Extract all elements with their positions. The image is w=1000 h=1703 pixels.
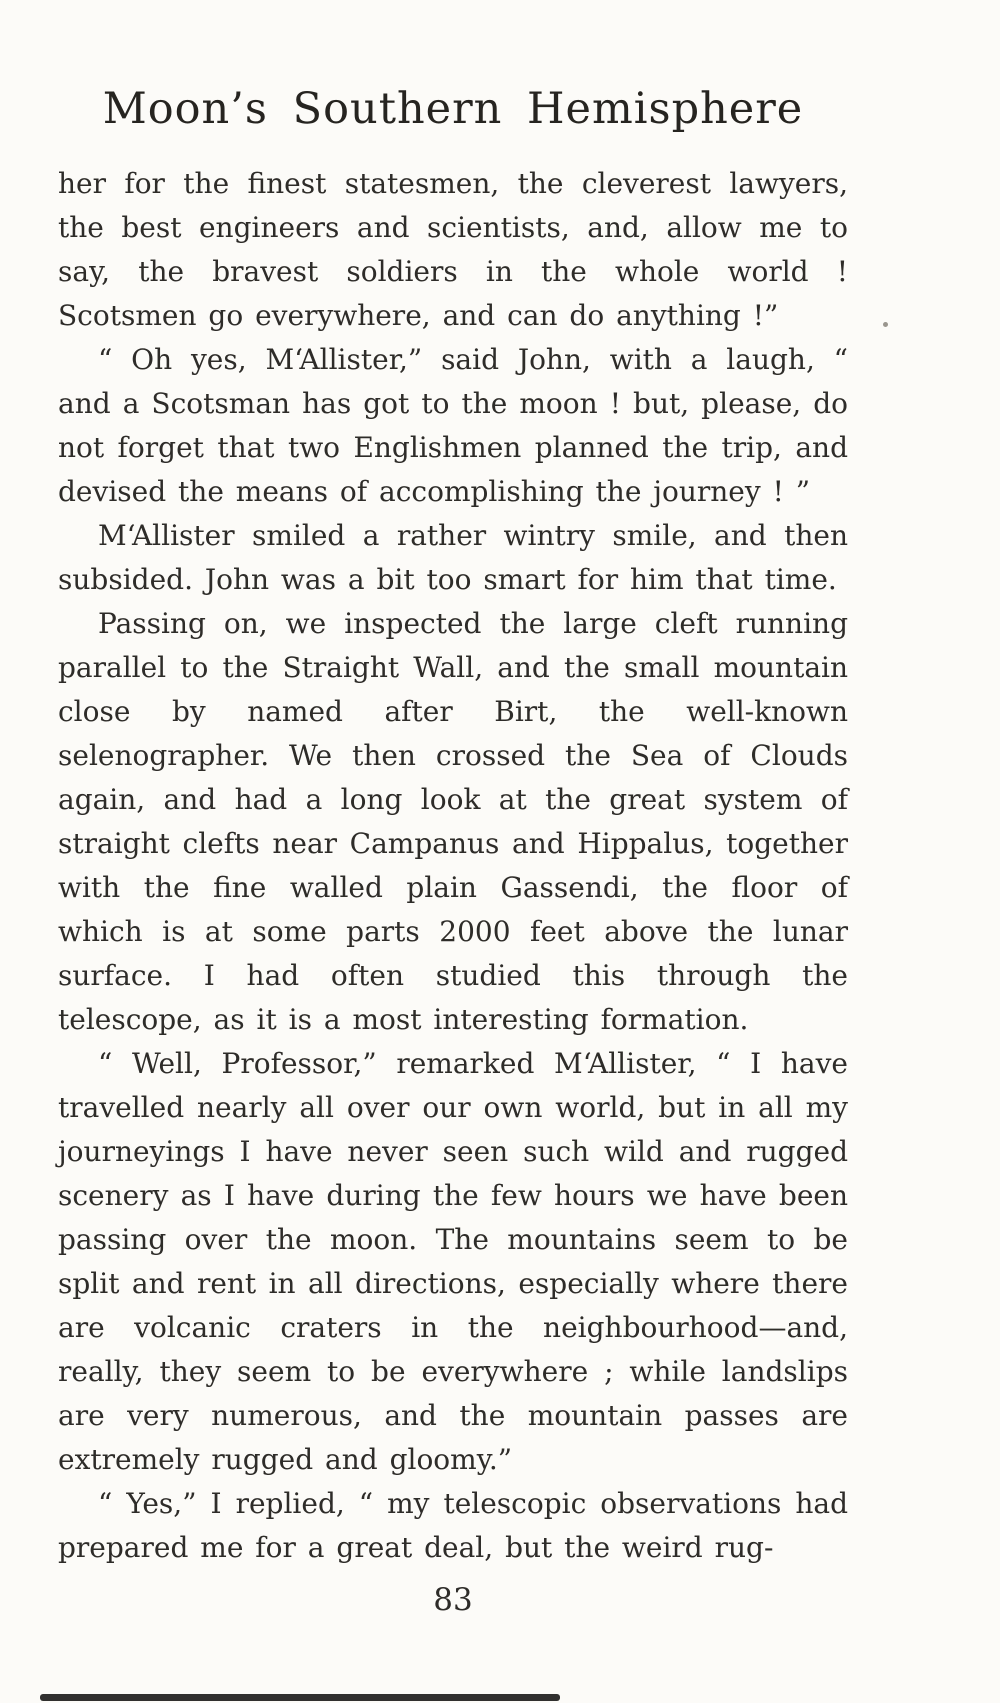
paragraph: her for the finest statesmen, the cleverest lawyers, the best engineers and scientists, and, allow me to say, the bravest soldiers in the whole world ! Scotsmen go everywhere, and can do anything !” xyxy=(58,167,848,332)
page-number: 83 xyxy=(433,1582,473,1618)
paragraph: M‘Allister smiled a rather wintry smile, and then subsided. John was a bit too smart for him that time. xyxy=(58,519,848,596)
paragraph: Passing on, we inspected the large cleft running parallel to the Straight Wall, and the small mountain close by named after Birt, the well-known selenographer. We then crossed the Sea of Clouds again, and had a long look at the great system of straight clefts near Campanus and Hippalus, together with the fine walled plain Gassendi, the floor of which is at some parts 2000 feet above the lunar surface. I had often studied this through the telescope, as it is a most interesting formation. xyxy=(58,607,848,1036)
scan-edge-shadow xyxy=(40,1694,560,1701)
scan-speck xyxy=(883,322,888,327)
paragraph: “ Yes,” I replied, “ my telescopic observations had prepared me for a great deal, but the weird rug- xyxy=(58,1487,848,1564)
text-block xyxy=(58,162,848,1570)
paragraph: “ Oh yes, M‘Allister,” said John, with a laugh, “ and a Scotsman has got to the moon ! but, please, do not forget that two Englishmen planned the trip, and devised the means of accomplishing the journey ! ” xyxy=(58,343,848,508)
page-title: Moon’s Southern Hemisphere xyxy=(102,84,804,134)
paragraph: “ Well, Professor,” remarked M‘Allister, “ I have travelled nearly all over our own world, but in all my journeyings I have never seen such wild and rugged scenery as I have during the few hours we have been passing over the moon. The mountains seem to be split and rent in all directions, especially where there are volcanic craters in the neighbourhood—and, really, they seem to be everywhere ; while landslips are very numerous, and the mountain passes are extremely rugged and gloomy.” xyxy=(58,1047,848,1476)
